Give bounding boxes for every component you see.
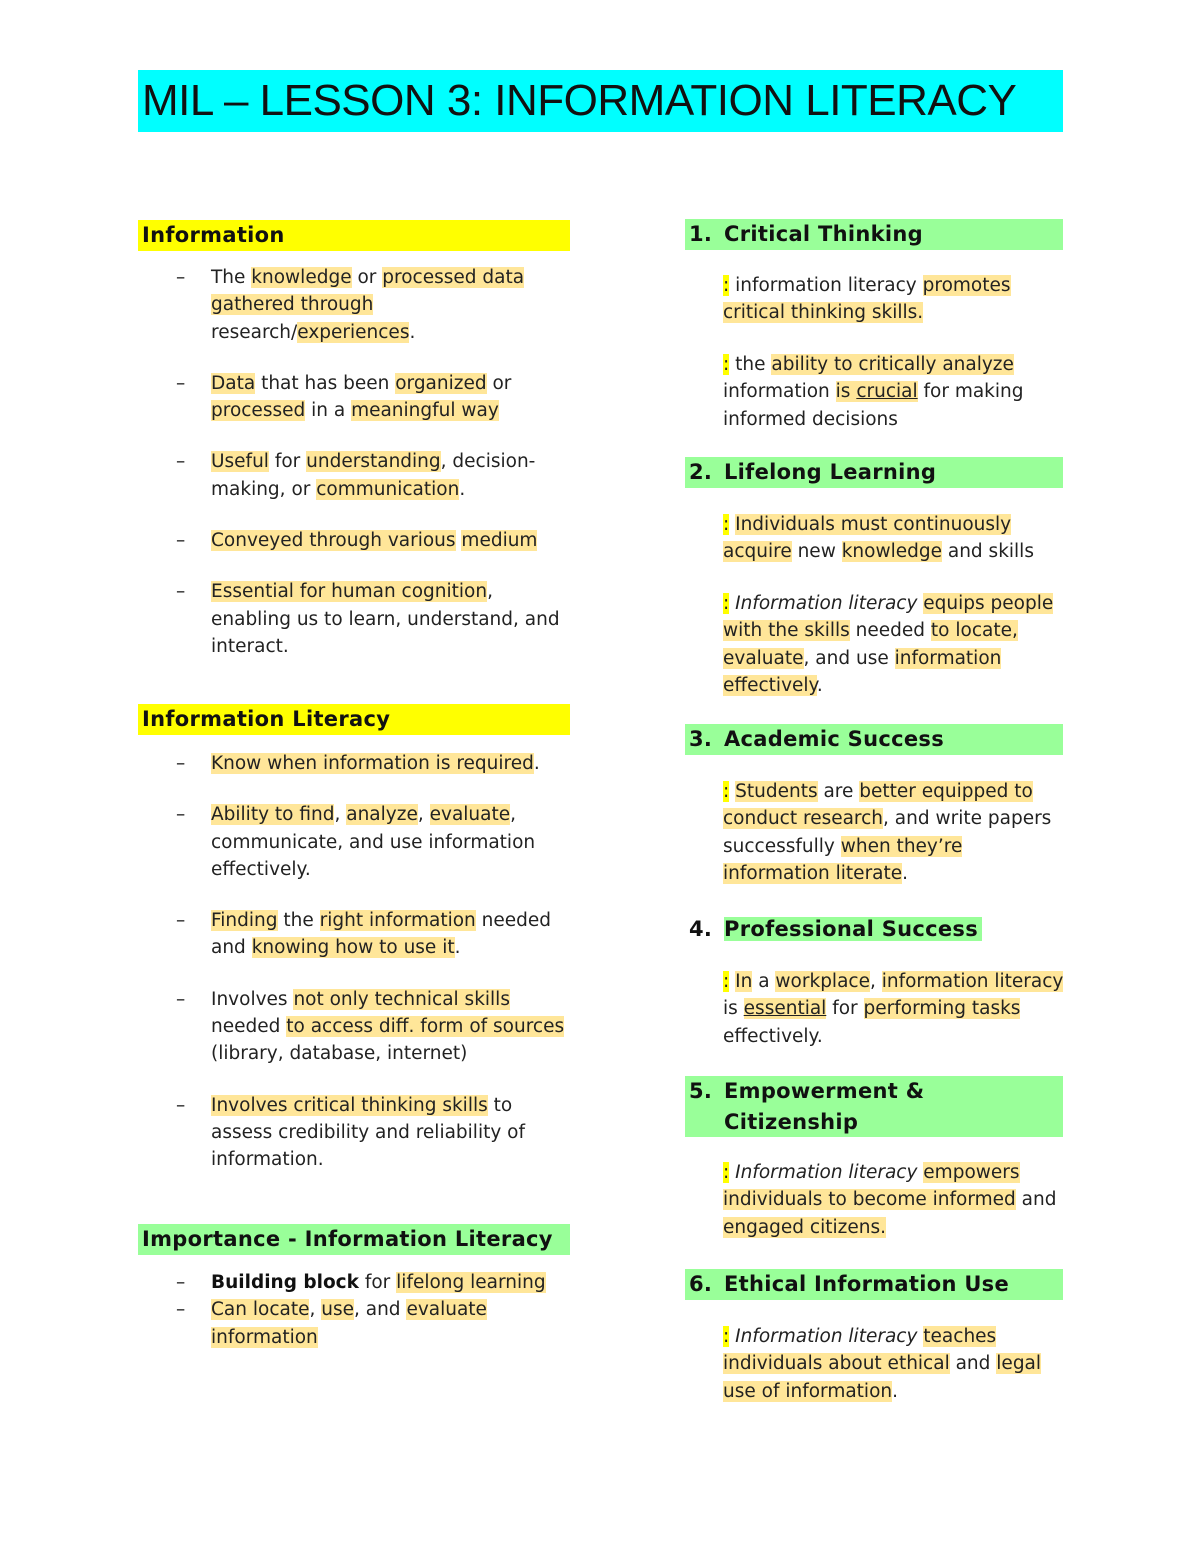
- text-run: better equipped to conduct research: [723, 781, 1033, 830]
- section-number: 4.: [689, 917, 713, 941]
- critical-thinking-para-1: [723, 272, 1068, 327]
- text-run: .: [902, 862, 909, 884]
- list-item: [176, 370, 570, 425]
- text-run: Involves critical thinking skills: [211, 1094, 488, 1116]
- text-run: :: [723, 971, 730, 992]
- text-run: :: [723, 275, 730, 296]
- text-run: Finding: [211, 910, 278, 932]
- section-number: 2.: [689, 460, 713, 484]
- text-run: ,: [869, 971, 882, 992]
- section-number: 5.: [689, 1079, 713, 1103]
- section-number: 1.: [689, 222, 713, 246]
- section-title: Critical Thinking: [724, 222, 924, 246]
- text-run: information effectively: [723, 647, 1002, 696]
- section-number: 6.: [689, 1272, 713, 1296]
- list-item: [176, 264, 570, 346]
- list-item: [176, 1296, 570, 1351]
- text-run: for: [826, 998, 864, 1020]
- text-run: or: [486, 372, 512, 394]
- list-item: [176, 1092, 570, 1174]
- text-run: ,: [417, 804, 430, 826]
- list-item: [176, 578, 570, 660]
- list-item: [176, 527, 570, 554]
- text-run: or: [351, 267, 383, 288]
- text-run: , and use: [803, 647, 895, 669]
- text-run: not only technical skills: [293, 988, 510, 1010]
- text-run: to locate, evaluate: [723, 620, 1018, 669]
- text-run: :: [723, 593, 730, 614]
- heading-information-literacy: Information Literacy: [138, 704, 570, 735]
- text-run: use: [321, 1299, 354, 1321]
- heading-empowerment-citizenship: [685, 1076, 1063, 1137]
- text-run: , decision-making, or: [211, 451, 536, 500]
- text-run: the: [277, 910, 320, 932]
- text-run: Information literacy: [735, 1162, 918, 1183]
- ethical-use-para: [723, 1323, 1068, 1405]
- text-run: .: [409, 321, 416, 343]
- page-title: MIL – LESSON 3: INFORMATION LITERACY: [138, 70, 1063, 132]
- list-item: [176, 986, 570, 1068]
- section-title: Ethical Information Use: [724, 1272, 1010, 1296]
- text-run: medium: [461, 530, 538, 552]
- text-run: performing tasks: [863, 998, 1021, 1020]
- text-run: in a: [305, 400, 352, 422]
- text-run: and: [949, 1353, 997, 1375]
- critical-thinking-para-2: [723, 351, 1068, 433]
- text-run: .: [459, 478, 466, 500]
- text-run: right information: [319, 910, 476, 932]
- heading-academic-success: [685, 724, 1063, 755]
- heading-importance: Importance - Information Literacy: [138, 1224, 570, 1255]
- text-run: and skills: [941, 541, 1034, 563]
- text-run: Involves: [211, 988, 294, 1010]
- heading-critical-thinking: [685, 219, 1063, 250]
- text-run: Know when information is required: [211, 753, 534, 774]
- text-run: organized: [395, 372, 487, 394]
- information-literacy-list: [176, 750, 570, 1198]
- text-run: empowers individuals to become informed: [723, 1162, 1020, 1211]
- list-item: [176, 1269, 570, 1296]
- text-run: new: [791, 541, 842, 563]
- text-run: engaged citizens.: [723, 1216, 886, 1238]
- text-run: , and: [353, 1299, 407, 1321]
- text-run: essential: [743, 998, 827, 1020]
- text-run: needed: [849, 620, 931, 642]
- text-run: information: [723, 381, 836, 403]
- text-run: is: [723, 998, 744, 1020]
- text-run: and: [1015, 1189, 1057, 1211]
- text-run: a: [752, 971, 776, 992]
- text-run: needed and: [211, 910, 552, 959]
- empowerment-para: [723, 1159, 1068, 1241]
- section-title: Lifelong Learning: [724, 460, 937, 484]
- text-run: to assess credibility and reliability of information.: [211, 1094, 525, 1171]
- text-run: are: [817, 781, 860, 802]
- text-run: .: [816, 674, 823, 696]
- text-run: knowledge: [841, 541, 942, 563]
- text-run: when they’re information literate: [723, 835, 963, 884]
- text-run: information literacy: [729, 275, 923, 296]
- information-list: [176, 264, 570, 684]
- professional-success-para: [723, 968, 1068, 1050]
- text-run: ,: [334, 804, 347, 826]
- text-run: experiences: [297, 321, 410, 343]
- heading-lifelong-learning: [685, 457, 1063, 488]
- text-run: :: [723, 781, 730, 802]
- text-run: is: [835, 381, 857, 403]
- text-run: Information literacy: [735, 1326, 918, 1347]
- importance-list: [176, 1269, 570, 1351]
- text-run: Essential for human cognition: [211, 581, 488, 603]
- text-run: the: [729, 354, 772, 375]
- section-title: Academic Success: [724, 727, 944, 751]
- text-run: legal use of information: [723, 1353, 1042, 1402]
- text-run: Ability to find: [211, 804, 335, 826]
- heading-ethical-information-use: [685, 1269, 1063, 1300]
- text-run: Information literacy: [735, 593, 918, 614]
- list-item: [176, 448, 570, 503]
- heading-professional-success: [685, 914, 1063, 945]
- text-run: , enabling us to learn, understand, and interact.: [211, 581, 560, 657]
- text-run: Useful: [211, 451, 269, 473]
- text-run: knowing how to use it: [251, 937, 455, 959]
- text-run: :: [723, 354, 730, 375]
- text-run: communication: [316, 478, 460, 500]
- text-run: knowledge: [251, 267, 352, 288]
- text-run: crucial: [856, 381, 918, 403]
- lifelong-learning-para-1: [723, 511, 1068, 566]
- text-run: .: [533, 753, 540, 774]
- text-run: for: [358, 1272, 397, 1293]
- text-run: needed: [211, 1016, 287, 1038]
- text-run: understanding: [306, 451, 441, 473]
- academic-success-para: [723, 778, 1068, 887]
- text-run: meaningful way: [351, 400, 499, 422]
- text-run: workplace: [775, 971, 870, 992]
- text-run: In: [735, 971, 753, 992]
- text-run: .: [454, 937, 461, 959]
- text-run: teaches individuals about ethical: [723, 1326, 997, 1375]
- text-run: ,: [309, 1299, 322, 1321]
- text-run: :: [723, 514, 730, 535]
- text-run: analyze: [346, 804, 418, 826]
- text-run: evaluate information: [211, 1299, 487, 1348]
- text-run: ability to critically analyze: [771, 354, 1014, 375]
- text-run: evaluate: [429, 804, 511, 826]
- text-run: Students: [735, 781, 818, 802]
- text-run: Building block: [211, 1272, 359, 1293]
- text-run: to access diff. form of sources: [286, 1016, 565, 1038]
- text-run: :: [723, 1326, 730, 1347]
- text-run: information literacy: [881, 971, 1064, 992]
- text-run: The: [211, 267, 252, 288]
- text-run: Can locate: [211, 1299, 310, 1321]
- text-run: equips people with the skills: [723, 593, 1054, 642]
- text-run: , and write papers successfully: [723, 808, 1052, 857]
- section-number: 3.: [689, 727, 713, 751]
- list-item: [176, 801, 570, 883]
- section-title: Professional Success: [724, 917, 982, 941]
- lifelong-learning-para-2: [723, 590, 1068, 699]
- section-title: Empowerment & Citizenship: [724, 1079, 925, 1134]
- heading-information: Information: [138, 220, 570, 251]
- text-run: for: [268, 451, 307, 473]
- text-run: effectively.: [723, 1025, 823, 1047]
- text-run: processed: [211, 400, 306, 422]
- text-run: promotes critical thinking skills.: [723, 275, 1011, 324]
- text-run: Data: [211, 372, 256, 394]
- text-run: for making informed decisions: [723, 381, 1024, 430]
- text-run: , communicate, and use information effectively.: [211, 804, 536, 880]
- text-run: :: [723, 1162, 730, 1183]
- list-item: [176, 907, 570, 962]
- text-run: processed data gathered through: [211, 267, 525, 316]
- text-run: Individuals must continuously acquire: [723, 514, 1012, 563]
- list-item: [176, 750, 570, 777]
- text-run: lifelong learning: [396, 1272, 546, 1293]
- text-run: Conveyed through various: [211, 530, 456, 552]
- text-run: (library, database, internet): [211, 1043, 468, 1065]
- text-run: .: [892, 1380, 899, 1402]
- text-run: research/: [211, 321, 298, 343]
- text-run: that has been: [255, 372, 396, 394]
